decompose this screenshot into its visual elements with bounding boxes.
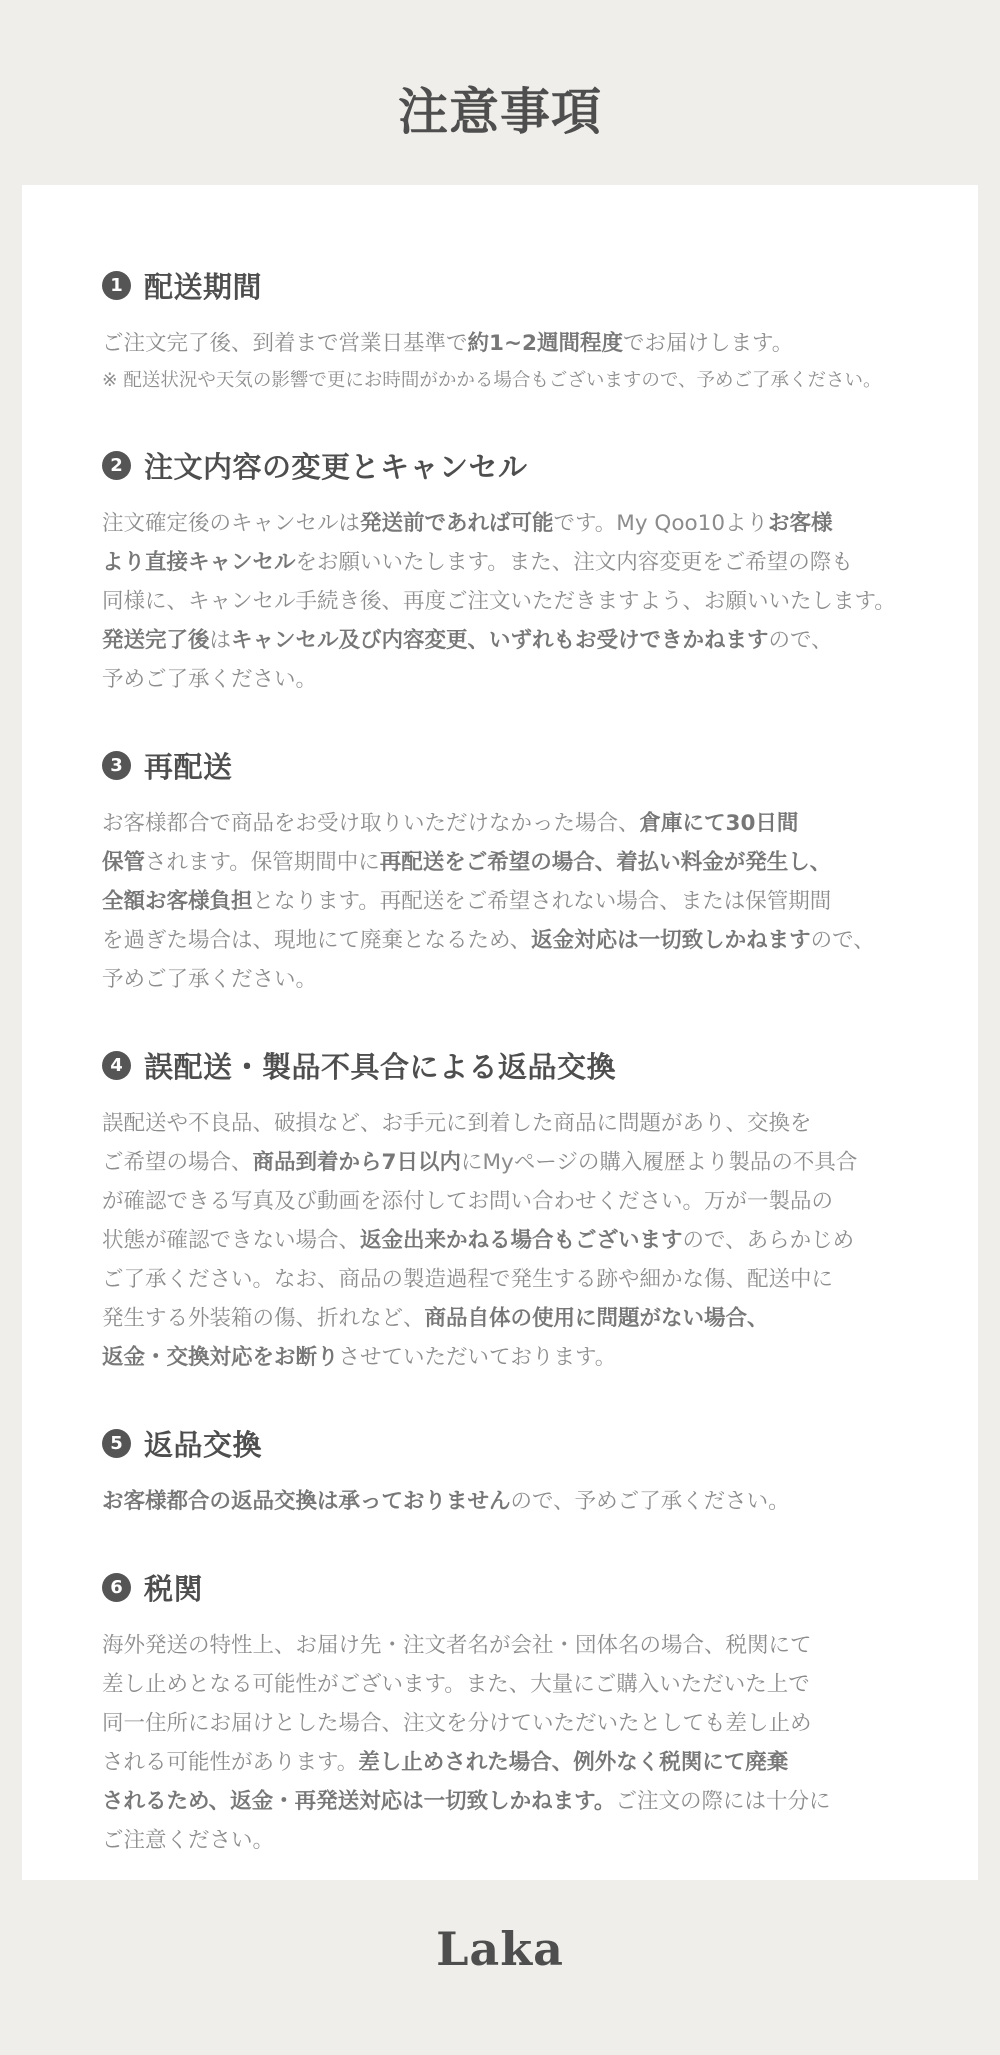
text-segment: は	[209, 628, 232, 653]
emphasized-text: されるため、返金・再発送対応は一切致しかねます。	[102, 1789, 616, 1814]
emphasized-text: 商品到着から7日以内	[252, 1150, 461, 1175]
section-number-badge: 5	[102, 1429, 131, 1458]
notice-card	[22, 185, 978, 1880]
emphasized-text: 再配送をご希望の場合、着払い料金が発生し、	[379, 850, 832, 875]
section-title: 再配送	[144, 750, 233, 784]
text-segment: です。My Qoo10より	[553, 511, 769, 536]
emphasized-text: 返金対応は一切致しかねます	[531, 928, 811, 953]
section-number-badge: 4	[102, 1051, 131, 1080]
text-segment: となります。再配送をご希望されない場合、または保管期間	[252, 889, 832, 914]
body-paragraph	[102, 324, 938, 363]
section-heading	[102, 1423, 938, 1464]
section-number-badge: 2	[102, 451, 131, 480]
section-title: 返品交換	[144, 1428, 263, 1462]
text-segment: 海外発送の特性上、お届け先・注文者名が会社・団体名の場合、税関にて	[102, 1633, 812, 1658]
note-paragraph	[102, 363, 938, 399]
text-segment: でお届けします。	[622, 331, 794, 356]
text-segment: が確認できる写真及び動画を添付してお問い合わせください。万が一製品の	[102, 1189, 834, 1214]
notice-section	[102, 745, 938, 999]
brand-logo: Laka	[436, 1922, 564, 1976]
text-segment: されます。保管期間中に	[145, 850, 380, 875]
body-paragraph	[102, 504, 938, 699]
text-segment: にMyページの購入履歴より製品の不具合	[460, 1150, 858, 1175]
notice-section	[102, 1567, 938, 1860]
text-segment: 誤配送や不良品、破損など、お手元に到着した商品に問題があり、交換を	[102, 1111, 812, 1136]
emphasized-text: 商品自体の使用に問題がない場合、	[424, 1306, 769, 1331]
section-heading	[102, 445, 938, 486]
text-segment: ※ 配送状況や天気の影響で更にお時間がかかる場合もございますので、予めご了承ください。	[102, 370, 882, 391]
section-title: 配送期間	[144, 270, 263, 304]
body-paragraph	[102, 1482, 938, 1521]
body-paragraph	[102, 1104, 938, 1377]
text-segment: 予めご了承ください。	[102, 667, 318, 692]
emphasized-text: 返金・交換対応をお断り	[102, 1345, 339, 1370]
section-heading	[102, 745, 938, 786]
emphasized-text: 全額お客様負担	[102, 889, 253, 914]
text-segment: ご注文完了後、到着まで営業日基準で	[102, 331, 468, 356]
notice-section	[102, 445, 938, 699]
emphasized-text: 差し止めされた場合、例外なく税関にて廃棄	[358, 1750, 789, 1775]
text-segment: ので、	[810, 928, 875, 953]
notice-section	[102, 265, 938, 399]
emphasized-text: キャンセル及び内容変更、いずれもお受けできかねます	[231, 628, 769, 653]
text-segment: お客様都合で商品をお受け取りいただけなかった場合、	[102, 811, 640, 836]
emphasized-text: 返金出来かねる場合もございます	[360, 1228, 683, 1253]
text-segment: 同様に、キャンセル手続き後、再度ご注文いただきますよう、お願いいたします。	[102, 589, 896, 614]
text-segment: させていただいております。	[338, 1345, 617, 1370]
emphasized-text: 保管	[102, 850, 146, 875]
text-segment: ご了承ください。なお、商品の製造過程で発生する跡や細かな傷、配送中に	[102, 1267, 834, 1292]
text-segment: される可能性があります。	[102, 1750, 359, 1775]
text-segment: ご注意ください。	[102, 1828, 275, 1853]
emphasized-text: より直接キャンセル	[102, 550, 296, 575]
text-segment: 差し止めとなる可能性がございます。また、大量にご購入いただいた上で	[102, 1672, 810, 1697]
emphasized-text: 発送完了後	[102, 628, 210, 653]
section-title: 注文内容の変更とキャンセル	[144, 450, 528, 484]
emphasized-text: 発送前であれば可能	[360, 511, 554, 536]
text-segment: 同一住所にお届けとした場合、注文を分けていただいたとしても差し止め	[102, 1711, 812, 1736]
section-number-badge: 1	[102, 271, 131, 300]
text-segment: ご希望の場合、	[102, 1150, 253, 1175]
emphasized-text: お客様都合の返品交換は承っておりません	[102, 1489, 511, 1514]
text-segment: をお願いいたします。また、注文内容変更をご希望の際も	[295, 550, 853, 575]
section-heading	[102, 1045, 938, 1086]
section-heading	[102, 1567, 938, 1608]
text-segment: 発生する外装箱の傷、折れなど、	[102, 1306, 425, 1331]
emphasized-text: 倉庫にて30日間	[639, 811, 799, 836]
section-title: 税関	[144, 1572, 204, 1606]
text-segment: ので、予めご了承ください。	[510, 1489, 790, 1514]
text-segment: ので、あらかじめ	[682, 1228, 855, 1253]
section-number-badge: 3	[102, 751, 131, 780]
notice-section	[102, 1423, 938, 1521]
notice-section	[102, 1045, 938, 1377]
section-heading	[102, 265, 938, 306]
text-segment: 注文確定後のキャンセルは	[102, 511, 361, 536]
section-title: 誤配送・製品不具合による返品交換	[144, 1050, 617, 1084]
section-number-badge: 6	[102, 1573, 131, 1602]
body-paragraph	[102, 804, 938, 999]
body-paragraph	[102, 1626, 938, 1860]
text-segment: ご注文の際には十分に	[615, 1789, 831, 1814]
text-segment: 予めご了承ください。	[102, 967, 318, 992]
text-segment: を過ぎた場合は、現地にて廃棄となるため、	[102, 928, 532, 953]
text-segment: 状態が確認できない場合、	[102, 1228, 361, 1253]
emphasized-text: お客様	[768, 511, 833, 536]
text-segment: ので、	[768, 628, 833, 653]
emphasized-text: 約1~2週間程度	[467, 331, 623, 356]
page-title: 注意事項	[398, 83, 602, 141]
